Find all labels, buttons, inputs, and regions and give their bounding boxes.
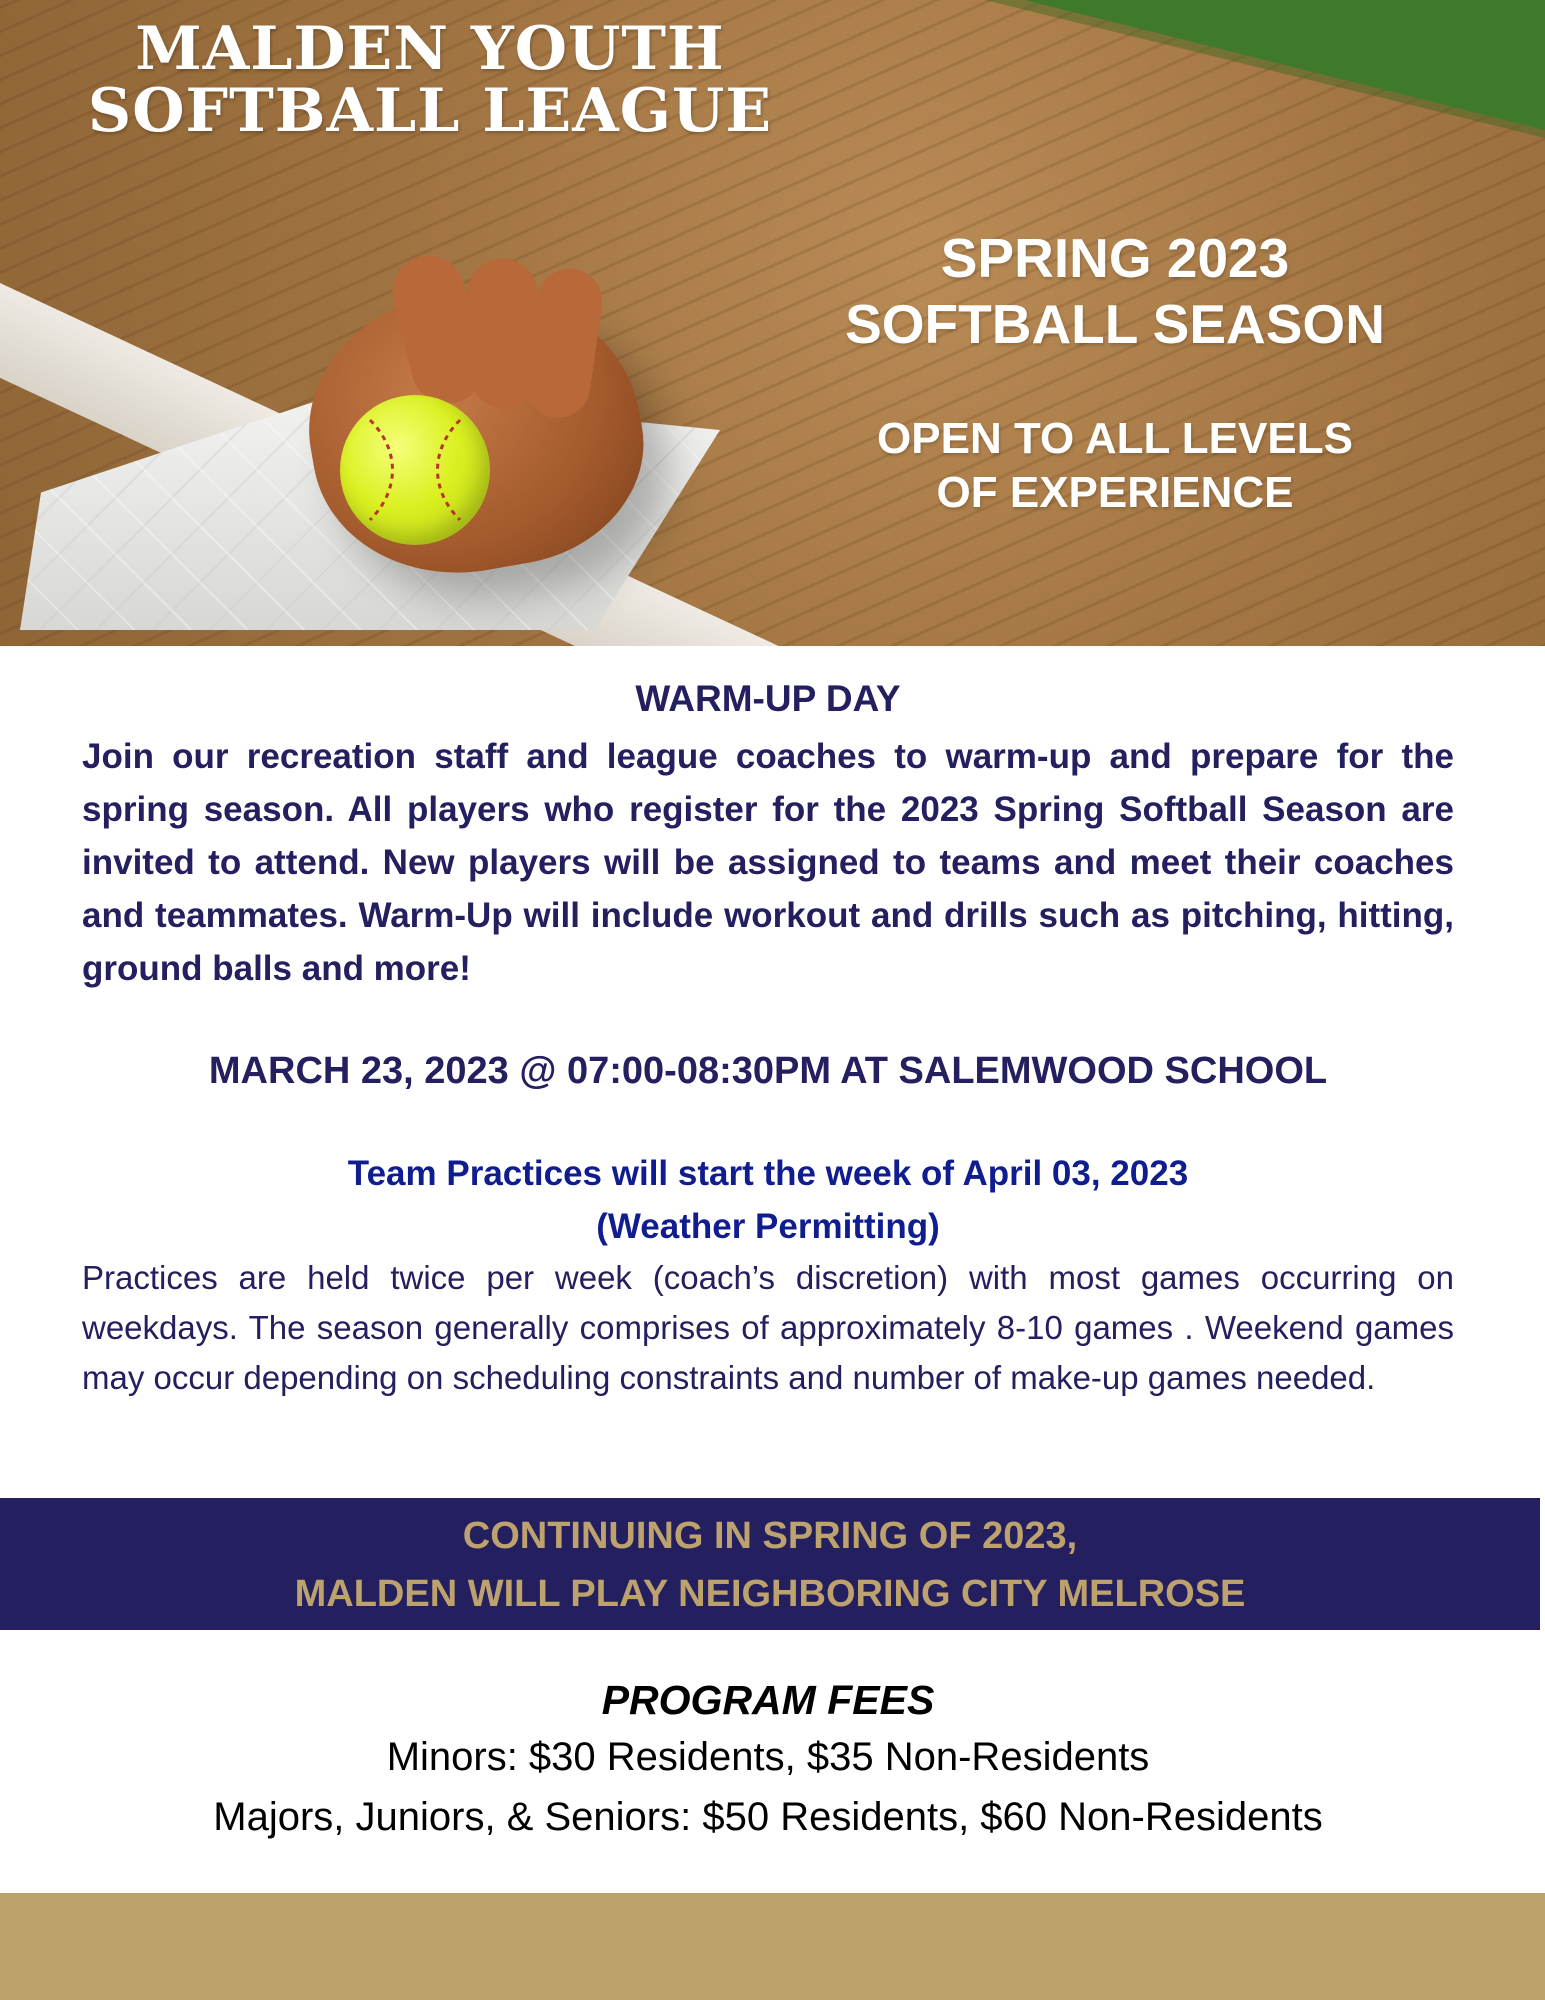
practice-heading: [82, 1147, 1454, 1253]
practice-heading-line-2: (Weather Permitting): [596, 1207, 940, 1246]
banner-line-2: MALDEN WILL PLAY NEIGHBORING CITY MELROSE: [294, 1573, 1246, 1615]
footer-bar: [0, 1893, 1545, 2000]
league-title: [65, 14, 795, 146]
experience-subtitle-line-2: OF EXPERIENCE: [936, 468, 1294, 517]
warm-up-description: Join our recreation staff and league coaches to warm-up and prepare for the spring season. All players who register for the 2023 Spring Softball Season are invited to attend. New players will be assigned to teams and meet their coaches and teammates. Warm-Up will include workout and drills such as pitching, hitting, ground balls and more!: [82, 737, 1454, 988]
league-title-line-1: MALDEN YOUTH: [135, 14, 725, 84]
experience-subtitle-line-1: OPEN TO ALL LEVELS: [877, 414, 1353, 463]
hero-photo: [0, 0, 1545, 646]
fees-minors: Minors: $30 Residents, $35 Non-Residents: [386, 1735, 1150, 1779]
season-title-line-2: SOFTBALL SEASON: [845, 293, 1385, 355]
season-title-line-1: SPRING 2023: [940, 227, 1290, 289]
practice-description: Practices are held twice per week (coach’s discretion) with most games occurring on weekdays. The season generally comprises of approximately 8-10 games . Weekend games may occur depending on scheduling constraints and number of make-up games needed.: [82, 1259, 1454, 1396]
banner-line-1: CONTINUING IN SPRING OF 2023,: [462, 1515, 1078, 1557]
fees-majors: Majors, Juniors, & Seniors: $50 Residents, $60 Non-Residents: [213, 1795, 1323, 1839]
melrose-banner: [0, 1498, 1540, 1630]
practice-heading-line-1: Team Practices will start the week of April 03, 2023: [347, 1154, 1189, 1193]
league-title-line-2: SOFTBALL LEAGUE: [87, 76, 773, 146]
experience-subtitle: [790, 412, 1440, 520]
grass-icon: [1025, 0, 1545, 130]
season-title: [790, 225, 1440, 357]
warm-up-heading: WARM-UP DAY: [635, 678, 901, 719]
program-fees-title: PROGRAM FEES: [601, 1677, 935, 1723]
softball-icon: [340, 395, 490, 545]
event-date-location: MARCH 23, 2023 @ 07:00-08:30PM AT SALEMWOOD SCHOOL: [208, 1050, 1328, 1092]
